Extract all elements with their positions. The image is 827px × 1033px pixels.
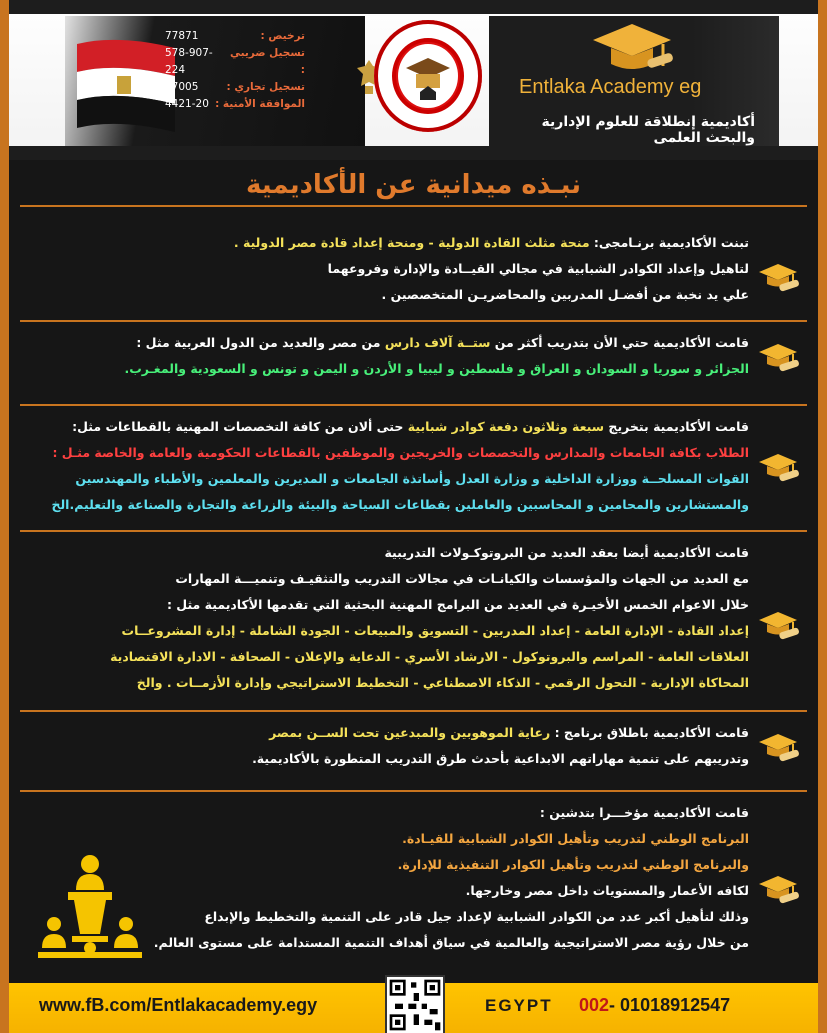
section-line [32,356,749,382]
brand-arabic-name: أكاديمية إنطلاقة للعلوم الإدارية والبحث العلمى [541,114,755,146]
text-segment: وتدريبهم على تنمية مهاراتهم الابداعية بأحدث طرق التدريب المتطورة بالأكاديمية. [252,751,749,766]
section-line [32,414,749,440]
section-line [32,746,749,772]
section-line [32,566,749,592]
header [9,0,818,160]
section-line [32,540,749,566]
footer [9,983,818,1033]
registration-license: ترخيص : 77871 [165,30,305,42]
phone-number[interactable] [579,995,730,1016]
text-segment: حتى ألان من كافة التخصصات المهنية بالقطاعات مثل: [72,419,408,434]
text-segment: قامت الأكاديمية باطلاق برنامج : [550,725,749,740]
text-segment: العلاقات العامة - المراسم والبروتوكول - الارشاد الأسري - الدعاية والإعلان - الصحافة - الادارة الاقتصادية [110,649,749,664]
text-segment: إعداد القادة - الإدارة العامة - إعداد المدربين - التسويق والمبيعات - الجودة الشاملة - إدارة المشروعــات [121,623,749,638]
text-segment: والبرنامج الوطني لتدريب وتأهيل الكوادر التنفيذية للإدارة. [397,857,749,872]
registration-tax: تسجيل ضريبي : 578-907-224 [165,47,305,76]
text-segment: خلال الاعوام الخمس الأخيـرة في العديد من البرامج المهنية البحثية التي تقدمها الأكاديمية مثل : [166,597,749,612]
text-segment: تبنت الأكاديمية برنـامجى: [589,235,749,250]
text-segment: الجزائر و سوريا و السودان و العراق و فلسطين و ليبيا و الأردن و اليمن و تونس و السعودية والمغـرب. [124,361,749,376]
text-segment: قامت الأكاديمية حتي الأن بتدريب أكثر من [490,335,749,350]
text-segment: القوات المسلحــة ووزارة الداخلية و وزارة العدل وأساتذة الجامعات و المديرين والمعلمين والأطباء والمهندسين [75,471,749,486]
text-segment: سبعة وثلاثون دفعة كوادر شبابية [407,419,605,434]
academy-seal-icon [374,20,482,132]
header-bottom-band [9,146,818,160]
graduation-cap-diploma-icon [755,732,801,764]
text-segment: المحاكاة الإدارية - التحول الرقمي - الذكاء الاصطناعي - التخطيط الاستراتيجي وإدارة الأزمــات . والخ [136,675,749,690]
graduation-cap-diploma-icon [755,262,801,294]
section-line [32,800,749,826]
text-segment: ستــة آلاف دارس [384,335,491,350]
info-section [20,406,807,532]
section-line [32,670,749,696]
graduation-cap-diploma-icon [755,452,801,484]
text-segment: قامت الأكاديمية بتخريج [604,419,749,434]
registration-security: الموافقة الأمنية : 4421-20 [165,98,305,110]
info-section [20,222,807,322]
section-line [32,618,749,644]
section-line [32,230,749,256]
section-line [32,256,749,282]
info-section [20,532,807,712]
text-segment: علي يد نخبة من أفضـل المدربين والمحاضريـن المتخصصين . [381,287,749,302]
registration-panel [65,16,365,146]
registration-list [165,28,305,113]
text-segment: مع العديد من الجهات والمؤسسات والكيانـات في مجالات التدريب والتثقيـف وتنميـــة المهارات [175,571,749,586]
graduation-cap-diploma-icon [755,342,801,374]
title-divider [20,205,807,207]
section-line [32,826,749,852]
section-line [32,492,749,518]
seal-cap-icon [398,44,458,108]
text-segment: من خلال رؤية مصر الاستراتيجية والعالمية في سياق أهداف التنمية المستدامة على مستوى العالم. [153,935,749,950]
section-body [32,540,749,696]
seal-center [398,44,458,108]
info-section [20,322,807,406]
text-segment: لكافه الأعمار والمستويات داخل مصر وخارجها. [465,883,749,898]
text-segment: وذلك لتأهيل أكبر عدد من الكوادر الشبابية لإعداد جيل قادر على التنمية والتخطيط والإبداع [204,909,749,924]
facebook-link[interactable]: www.fB.com/Entlakacademy.egy [39,995,318,1015]
info-section [20,712,807,792]
graduation-cap-diploma-icon [755,874,801,906]
registration-commercial: تسجيل تجاري : 97005 [165,81,305,93]
country-label: EGYPT [485,996,553,1015]
section-line [32,282,749,308]
lectern-audience-icon [38,852,142,962]
text-segment: رعاية الموهوبين والمبدعين تحت الســن بمصر [269,725,551,740]
brand-name: Entlaka Academy eg [519,76,702,98]
text-segment: منحة مثلث القادة الدولية - ومنحة إعداد قادة مصر الدولية . [233,235,590,250]
text-segment: لتاهيل وإعداد الكوادر الشبابية في مجالي القيــادة والإدارة وفروعهما [327,261,749,276]
page-title: نبـذه ميدانية عن الأكاديمية [246,170,581,200]
section-body [32,230,749,308]
section-line [32,440,749,466]
brand-panel [489,16,779,146]
phone-code: 002 [579,995,610,1015]
graduation-cap-icon [589,20,675,76]
text-segment: الطلاب بكافة الجامعات والمدارس والتخصصات والخريجين والموظفين بالقطاعات الحكومية والعامة والخاصة مثـل : [52,445,749,460]
egypt-flag-icon [77,34,175,138]
section-line [32,330,749,356]
section-line [32,592,749,618]
phone-digits: - 01018912547 [609,995,731,1015]
text-segment: قامت الأكاديمية مؤخـــرا بتدشين : [539,805,749,820]
text-segment: والمستشارين والمحامين و المحاسبين والعاملين بقطاعات السياحة والبيئة والزراعة والتجارة والصناعة والتعليم.الخ [51,497,749,512]
section-body [32,330,749,382]
section-line [32,466,749,492]
section-line [32,720,749,746]
section-body [32,414,749,518]
header-top-band [9,0,818,14]
text-segment: قامت الأكاديمية أيضا بعقد العديد من البروتوكـولات التدريبية [384,545,749,560]
text-segment: البرنامج الوطني لتدريب وتأهيل الكوادر الشبابية للقيـادة. [402,831,749,846]
qr-code-icon[interactable] [385,975,445,1033]
graduation-cap-diploma-icon [755,610,801,642]
section-body [32,720,749,772]
section-line [32,644,749,670]
text-segment: من مصر والعديد من الدول العربية مثل : [136,335,385,350]
